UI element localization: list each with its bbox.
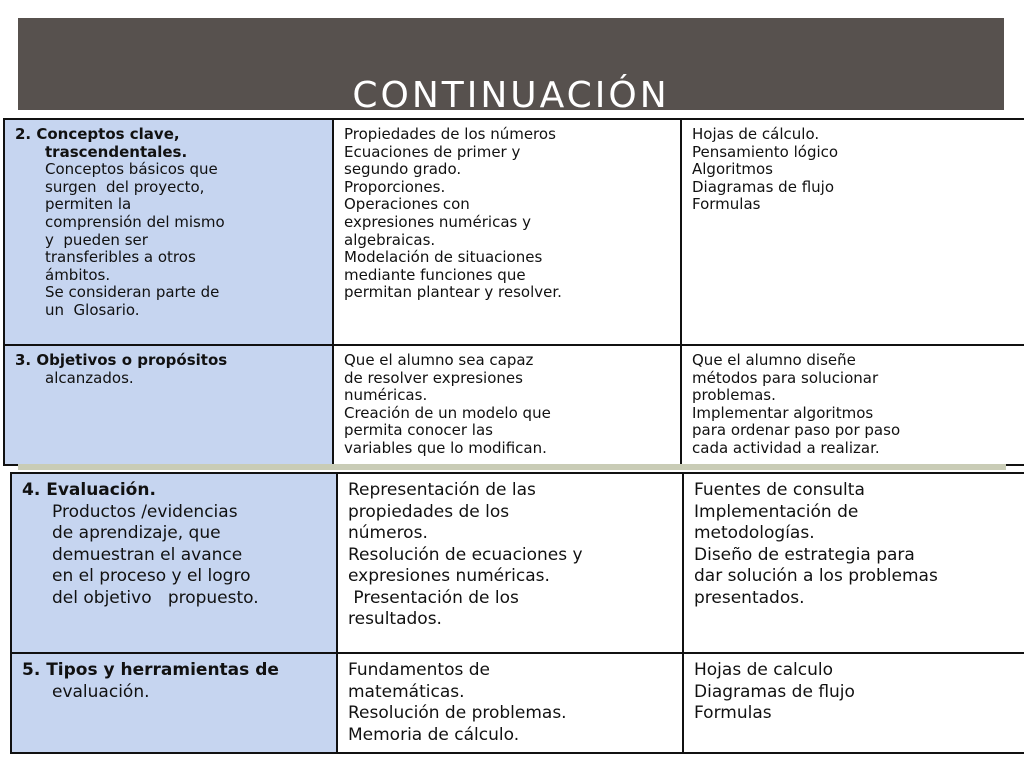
table-cell-concept [11, 473, 337, 653]
cell-line: Ecuaciones de primer y [344, 142, 521, 161]
table-cell-concept [11, 653, 337, 753]
table-cell-concept [4, 119, 333, 345]
cell-line: Hojas de calculo [694, 660, 833, 680]
row-heading: 3. Objetivos o propósitos [15, 351, 228, 369]
cell-line: expresiones numéricas. [348, 566, 550, 586]
cell-line: Resolución de problemas. [348, 703, 567, 723]
cell-line: del objetivo propuesto. [52, 587, 259, 608]
cell-line: Que el alumno sea capaz [344, 351, 534, 369]
cell-line: comprensión del mismo [45, 212, 225, 231]
cell-line: alcanzados. [45, 368, 134, 387]
cell-line: Resolución de ecuaciones y [348, 544, 583, 565]
table-cell-content [333, 119, 681, 345]
cell-line: y pueden ser [45, 230, 148, 249]
cell-line: Algoritmos [692, 160, 773, 179]
table-cell-content [337, 653, 683, 753]
title-bar [18, 18, 1004, 116]
cell-line: presentados. [694, 587, 805, 608]
cell-line: Fuentes de consulta [694, 480, 865, 500]
cell-line: mediante funciones que [344, 265, 526, 284]
cell-line: Formulas [694, 703, 772, 723]
cell-line: Diagramas de flujo [692, 177, 834, 196]
cell-line: Presentación de los [348, 587, 519, 608]
cell-line: algebraicas. [344, 230, 436, 249]
cell-line: Se consideran parte de [45, 283, 220, 302]
cell-line: expresiones numéricas y [344, 212, 531, 231]
cell-line: evaluación. [52, 681, 150, 702]
cell-line: Proporciones. [344, 177, 446, 196]
cell-line: numéricas. [344, 386, 428, 405]
cell-line: ámbitos. [45, 265, 111, 284]
cell-line: métodos para solucionar [692, 368, 879, 387]
cell-line: Pensamiento lógico [692, 142, 839, 161]
cell-line: de resolver expresiones [344, 368, 523, 387]
cell-line: problemas. [692, 386, 776, 405]
cell-line: variables que lo modifican. [344, 438, 547, 457]
table-cell-resources [681, 119, 1024, 345]
cell-line: Diseño de estrategia para [694, 544, 915, 565]
cell-line: en el proceso y el logro [52, 566, 251, 586]
curriculum-table-top [3, 118, 1024, 466]
cell-line: Modelación de situaciones [344, 248, 543, 267]
table-row [11, 653, 1024, 753]
curriculum-table-bottom [10, 472, 1024, 754]
cell-line: Implementar algoritmos [692, 403, 874, 422]
cell-line: Implementación de [694, 501, 859, 522]
cell-line: Memoria de cálculo. [348, 724, 520, 745]
cell-line: permiten la [45, 195, 132, 214]
table-row [11, 473, 1024, 653]
table-cell-resources [681, 345, 1024, 465]
page-title: CONTINUACIÓN [352, 75, 670, 116]
cell-line: Diagramas de flujo [694, 681, 855, 702]
row-heading: 4. Evaluación. [22, 480, 156, 500]
cell-line: Formulas [692, 195, 761, 214]
table-cell-resources [683, 653, 1024, 753]
section-divider [18, 464, 1006, 470]
row-heading: 5. Tipos y herramientas de [22, 660, 279, 680]
cell-line: permita conocer las [344, 421, 493, 440]
cell-line: demuestran el avance [52, 544, 243, 565]
cell-line: de aprendizaje, que [52, 523, 221, 543]
cell-line: un Glosario. [45, 300, 140, 319]
table-cell-content [337, 473, 683, 653]
cell-line: Que el alumno diseñe [692, 351, 856, 369]
cell-line: para ordenar paso por paso [692, 421, 901, 440]
cell-line: Productos /evidencias [52, 501, 238, 522]
table-cell-resources [683, 473, 1024, 653]
cell-line: propiedades de los [348, 501, 510, 522]
cell-line: Operaciones con [344, 195, 470, 214]
table-cell-concept [4, 345, 333, 465]
cell-line: trascendentales. [45, 142, 188, 161]
cell-line: Fundamentos de [348, 660, 490, 680]
table-row [4, 119, 1024, 345]
cell-line: transferibles a otros [45, 248, 196, 267]
cell-line: Hojas de cálculo. [692, 125, 820, 143]
cell-line: números. [348, 523, 428, 543]
cell-line: cada actividad a realizar. [692, 438, 880, 457]
table-row [4, 345, 1024, 465]
cell-line: Representación de las [348, 480, 536, 500]
cell-line: resultados. [348, 609, 442, 629]
table-cell-content [333, 345, 681, 465]
cell-line: metodologías. [694, 523, 815, 543]
cell-line: Propiedades de los números [344, 125, 556, 143]
cell-line: matemáticas. [348, 681, 465, 702]
row-heading: 2. Conceptos clave, [15, 125, 180, 143]
cell-line: Creación de un modelo que [344, 403, 551, 422]
cell-line: Conceptos básicos que [45, 160, 218, 179]
cell-line: surgen del proyecto, [45, 177, 205, 196]
cell-line: dar solución a los problemas [694, 566, 938, 586]
cell-line: permitan plantear y resolver. [344, 283, 562, 302]
cell-line: segundo grado. [344, 160, 462, 179]
